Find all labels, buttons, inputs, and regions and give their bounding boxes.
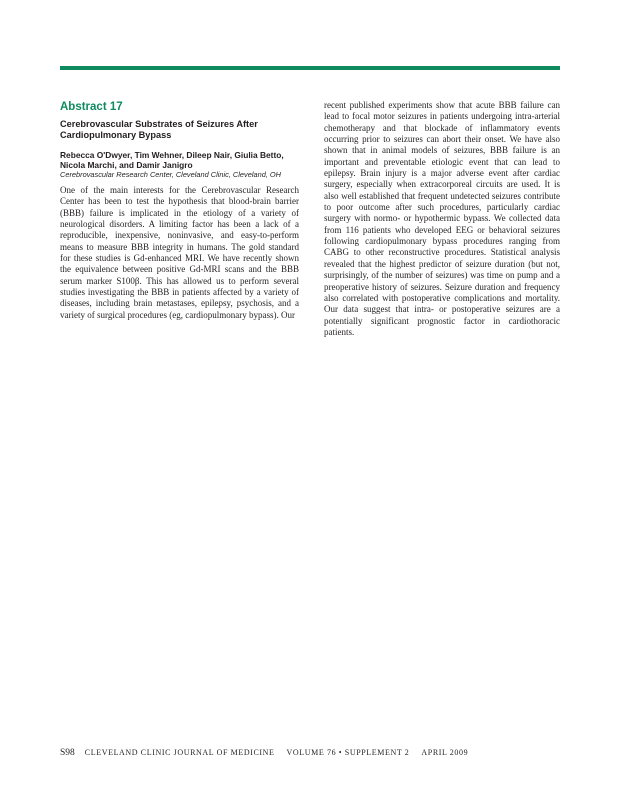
volume-info: VOLUME 76 • SUPPLEMENT 2	[286, 748, 410, 757]
affiliation: Cerebrovascular Research Center, Cleveland Clinic, Cleveland, OH	[60, 170, 281, 180]
abstract-title: Cerebrovascular Substrates of Seizures After Cardiopulmonary Bypass	[60, 119, 258, 141]
page-footer	[60, 748, 478, 758]
authors: Rebecca O'Dwyer, Tim Wehner, Dileep Nair, Giulia Betto, Nicola Marchi, and Damir Janigro	[60, 149, 284, 171]
issue-date: APRIL 2009	[421, 748, 469, 757]
abstract-label: Abstract 17	[60, 101, 123, 113]
right-column	[324, 100, 560, 338]
journal-name: CLEVELAND CLINIC JOURNAL OF MEDICINE	[84, 748, 275, 757]
top-rule	[60, 66, 560, 70]
page-number: S98	[60, 748, 75, 758]
body-text-right: recent published experiments show that acute BBB failure can lead to focal motor seizures in patients undergoing intra-arterial chemotherapy and that blockade of inflammatory events occurring prior to seizures can abort their onset. We have also shown that in animal models of seizures, BBB failure is an important and preventable etiologic event that can lead to epilepsy. Brain injury is a major adverse event after cardiac surgery, especially when extracorporeal circuits are used. It is also well established that frequent undetected seizures contribute to poor outcome after such procedures, particularly cardiac surgery with normo- or hypothermic bypass. We collected data from 116 patients who developed EEG or behavioral seizures following cardiopulmonary bypass procedures ranging from CABG to other reconstructive procedures. Statistical analysis revealed that the highest predictor of seizure duration (but not, surprisingly, of the number of seizures) was time on pump and a preoperative history of seizures. Seizure duration and frequency also correlated with postoperative complications and mortality. Our data suggest that intra- or postoperative seizures are a potentially significant prognostic factor in cardiothoracic patients.	[324, 100, 560, 337]
left-column	[60, 100, 299, 321]
body-text-left: One of the main interests for the Cerebrovascular Research Center has been to test the hypothesis that blood-brain barrier (BBB) failure is implicated in the etiology of a variety of neurological disorders. A limiting factor has been a lack of a reproducible, inexpensive, noninvasive, and easy-to-perform means to measure BBB integrity in humans. The gold standard for these studies is Gd-enhanced MRI. We have recently shown the equivalence between positive Gd-MRI scans and the BBB serum marker S100β. This has allowed us to perform several studies investigating the BBB in patients affected by a variety of diseases, including brain metastases, epilepsy, psychosis, and a variety of surgical procedures (eg, cardiopulmonary bypass). Our	[60, 184, 299, 320]
